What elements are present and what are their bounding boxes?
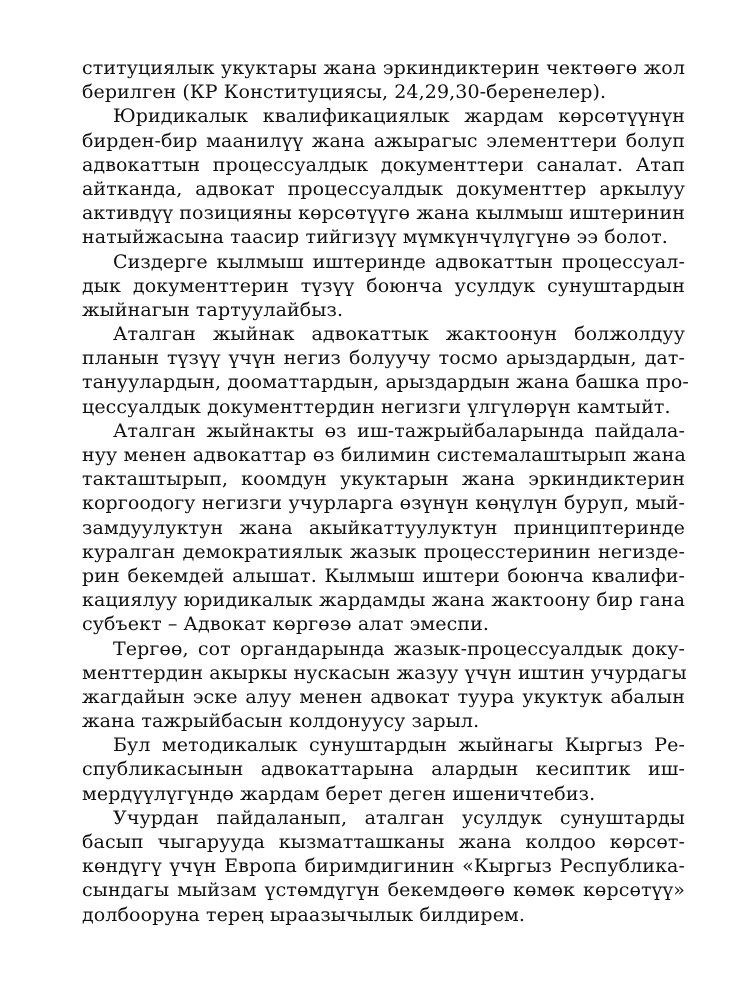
paragraph-collection-contents [82, 322, 689, 419]
text-line: натыйжасына таасир тийгизүү мүмкүнчүлүгүнө ээ болот. [82, 226, 668, 249]
text-line: мердүүлүгүндө жардам берет деген ишеничтебиз. [82, 782, 596, 805]
text-line: берилген (КР Конституциясы, 24,29,30-беренелер). [82, 81, 607, 104]
text-line: сындагы мыйзам үстөмдүгүн бекемдөөгө көмөк көрсөтүү» [82, 879, 685, 902]
text-line: Тергөө, сот органдарында жазык-процессуалдык доку- [113, 637, 685, 660]
text-line: Аталган жыйнак адвокаттык жактоонун болжолдуу [113, 323, 685, 346]
text-line: жагдайын эске алуу менен адвокат туура укуктук абалын [82, 685, 685, 708]
paragraph-continuation [82, 56, 685, 104]
text-line: нуу менен адвокаттар өз билимин системалаштырып жана [82, 444, 686, 466]
paragraph-investigation-courts [82, 637, 685, 734]
paragraph-use-in-practice [82, 419, 685, 637]
text-line: Сиздерге кылмыш иштеринде адвокаттын процессуал- [113, 250, 685, 273]
text-line: Аталган жыйнакты өз иш-тажрыйбаларында пайдала- [113, 419, 685, 442]
text-line: Учурдан пайдаланып, аталган усулдук сунуштарды [113, 806, 685, 829]
text-line: Бул методикалык сунуштардын жыйнагы Кыргыз Ре- [113, 734, 685, 757]
text-line: кациялуу юридикалык жардамды жана жактоону бир гана [82, 589, 685, 612]
text-line: такташтырып, коомдун укуктарын жана эркиндиктерин [82, 468, 685, 491]
text-line: басып чыгарууда кызматташканы жана колдоо көрсөт- [82, 831, 685, 853]
text-line: ституциялык укуктары жана эркиндиктерин чектөөгө жол [82, 57, 685, 79]
text-line: субъект – Адвокат көргөзө алат эмеспи. [82, 613, 489, 636]
text-line: адвокаттын процессуалдык документтери саналат. Атап [82, 153, 685, 176]
text-line: цессуалдык документтердин негизги үлгүлөрүн камтыйт. [82, 395, 671, 418]
text-line: Юридикалык квалификациялык жардам көрсөтүүнүн [113, 105, 685, 128]
paragraph-presenting-collection [82, 250, 685, 323]
text-line: айтканда, адвокат процессуалдык документтер аркылуу [82, 177, 685, 200]
paragraph-acknowledgement [82, 806, 685, 927]
paragraph-qualified-legal-aid [82, 104, 685, 249]
text-line: долбооруна терең ыраазычылык билдирем. [82, 903, 526, 926]
text-line: коргоодогу негизги учурларга өзүнүн көңүлүн буруп, мый- [82, 492, 685, 515]
text-line: дык документтерин түзүү боюнча усулдук сунуштардын [82, 274, 685, 297]
text-line: планын түзүү үчүн негиз болуучу тосмо арыздардын, дат- [82, 347, 685, 370]
text-line: спубликасынын адвокаттарына алардын кесиптик иш- [82, 758, 685, 781]
text-line: менттердин акыркы нускасын жазуу үчүн иштин учурдагы [82, 661, 687, 684]
text-line: замдуулуктун жана акыйкаттуулуктун принциптеринде [82, 516, 685, 539]
text-line: тануулардын, дооматтардын, арыздардын жана башка про- [82, 371, 689, 394]
text-line: рин бекемдей алышат. Кылмыш иштери боюнча квалифи- [82, 564, 685, 587]
text-line: жыйнагын тартуулайбыз. [82, 298, 344, 321]
document-body [82, 56, 689, 927]
text-line: куралган демократиялык жазык процесстеринин негизде- [82, 540, 685, 563]
text-line: көндүгү үчүн Европа биримдигинин «Кыргыз Республика- [82, 855, 685, 878]
paragraph-methodical-help [82, 733, 685, 806]
text-line: жана тажрыйбасын колдонуусу зарыл. [82, 710, 480, 733]
text-line: активдүү позицияны көрсөтүүгө жана кылмыш иштеринин [82, 202, 685, 225]
text-line: бирден-бир маанилүү жана ажырагыс элементтери болуп [82, 129, 685, 152]
